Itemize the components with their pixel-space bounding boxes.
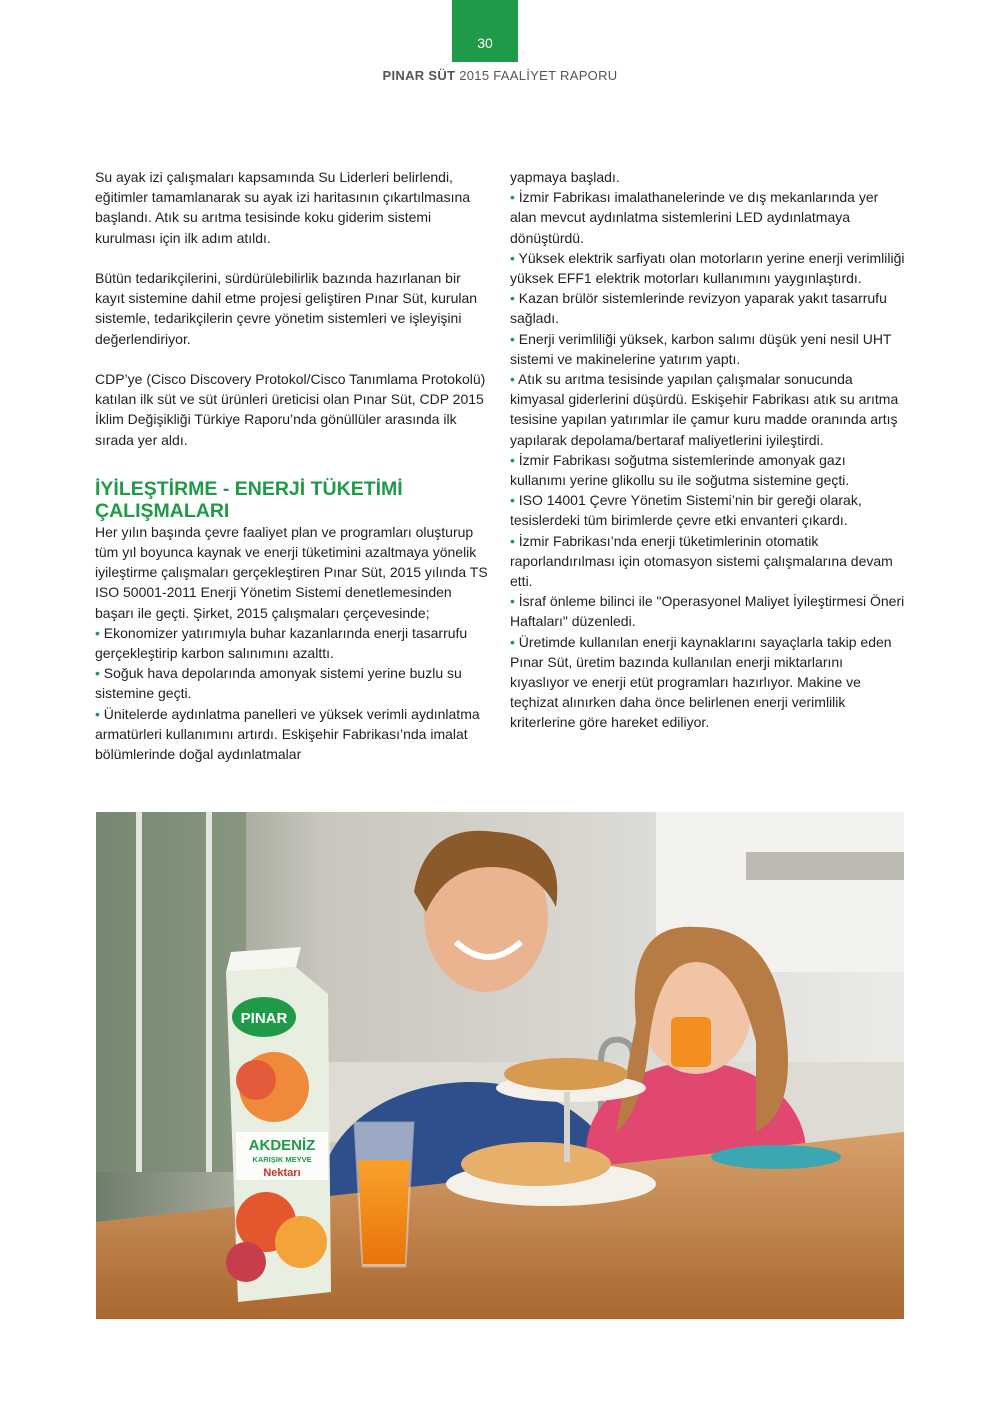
girl-juice-glass bbox=[671, 1017, 711, 1067]
bullet-item: • Üretimde kullanılan enerji kaynaklarını sayaçlarla takip eden Pınar Süt, üretim bazında kullanılan enerji miktarlarını kıyaslıyor ve enerji etüt programları hazırlıyor. Makine ve teçhizat alınırken daha önce belirlenen enerji verimlilik kriterlerine göre hareket ediliyor. bbox=[510, 633, 892, 731]
bullet-item: • İsraf önleme bilinci ile "Operasyonel Maliyet İyileştirmesi Öneri Haftaları" düzenledi. bbox=[510, 593, 905, 630]
kitchen-photo bbox=[96, 812, 904, 1319]
page-number-tab bbox=[452, 0, 518, 62]
bullet-item: • Atık su arıtma tesisinde yapılan çalışmalar sonucunda kimyasal giderlerini düşürdü. Eskişehir Fabrikası atık su arıtma tesisine yapılan yatırımlar ile çamur kuru madde oranında artış yapılarak depolama/bertaraf maliyetlerini iyileştirdi. bbox=[510, 371, 899, 448]
bullet-symbol: • bbox=[510, 532, 515, 549]
paragraph-cdp: CDP’ye (Cisco Discovery Protokol/Cisco Tanımlama Protokolü) katılan ilk süt ve süt ürünleri üreticisi olan Pınar Süt, CDP 2015 İklim Değişikliği Türkiye Raporu’nda gönüllüler arasında ilk sırada yer aldı. bbox=[95, 371, 486, 448]
bullet-symbol: • bbox=[510, 189, 515, 206]
bullet-item: • İzmir Fabrikası’nda enerji tüketimlerinin otomatik raporlandırılması için otomasyon sistemi çalışmalarına devam etti. bbox=[510, 532, 893, 590]
window-frame bbox=[206, 812, 212, 1172]
carton-type: Nektarı bbox=[263, 1167, 301, 1179]
left-column bbox=[95, 167, 490, 764]
right-column bbox=[510, 167, 905, 733]
bullet-symbol: • bbox=[95, 705, 100, 722]
bullet-item: • İzmir Fabrikası soğutma sistemlerinde amonyak gazı kullanımı yerine glikollu su ile soğutma sistemine geçti. bbox=[510, 451, 850, 489]
continuation-text: yapmaya başladı. bbox=[510, 169, 620, 185]
header-brand: PINAR SÜT bbox=[382, 68, 456, 83]
bullet-symbol: • bbox=[510, 330, 515, 347]
bullet-symbol: • bbox=[510, 249, 515, 266]
bullet-symbol: • bbox=[510, 633, 515, 650]
photo-illustration bbox=[96, 812, 904, 1319]
window-greenery bbox=[96, 812, 246, 1172]
page-number: 30 bbox=[477, 35, 493, 51]
bullet-item: • Ünitelerde aydınlatma panelleri ve yüksek verimli aydınlatma armatürleri kullanımını artırdı. Eskişehir Fabrikası’nda imalat bölümlerinde doğal aydınlatmalar bbox=[95, 705, 480, 763]
section-intro: Her yılın başında çevre faaliyet plan ve programları oluşturup tüm yıl boyunca kaynak ve enerji tüketimini azaltmaya yönelik iyileştirme çalışmaları gerçekleştiren Pınar Süt, 2015 yılında TS ISO 50001-2011 Enerji Yönetim Sistemi denetlemesinden başarı ile geçti. Şirket, 2015 çalışmaları çerçevesinde; bbox=[95, 523, 488, 621]
side-plate bbox=[711, 1145, 841, 1169]
bullet-symbol: • bbox=[95, 624, 100, 641]
paragraph-suppliers: Bütün tedarikçilerini, sürdürülebilirlik bazında hazırlanan bir kayıt sistemine dahil etme projesi geliştiren Pınar Süt, kurulan sistemle, tedarikçilerin çevre yönetim sistemleri ve işleyişini değerlendiriyor. bbox=[95, 270, 478, 347]
carton-subtitle: KARIŞIK MEYVE bbox=[252, 1155, 312, 1164]
window-frame bbox=[136, 812, 142, 1172]
header-report-title: 2015 FAALİYET RAPORU bbox=[459, 68, 618, 83]
carton-peach-illustration bbox=[236, 1060, 276, 1100]
pastries bbox=[461, 1142, 611, 1186]
running-header bbox=[0, 68, 1000, 83]
bullet-item: • Soğuk hava depolarında amonyak sistemi yerine buzlu su sistemine geçti. bbox=[95, 665, 462, 702]
bullet-symbol: • bbox=[510, 371, 515, 388]
carton-fruit-illustration bbox=[275, 1216, 327, 1268]
bullet-symbol: • bbox=[510, 492, 515, 509]
bullet-item: • ISO 14001 Çevre Yönetim Sistemi’nin bir gereği olarak, tesislerdeki tüm birimlerde çevre etki envanteri çıkardı. bbox=[510, 492, 862, 529]
bullet-symbol: • bbox=[510, 290, 515, 307]
bullet-item: • Enerji verimliliği yüksek, karbon salımı düşük yeni nesil UHT sistemi ve makinelerine yatırım yaptı. bbox=[510, 330, 892, 367]
carton-brand: PINAR bbox=[240, 1010, 288, 1027]
carton-product: AKDENİZ bbox=[248, 1137, 316, 1154]
bullet-item: • Yüksek elektrik sarfiyatı olan motorların yerine enerji verimliliği yüksek EFF1 elektrik motorları kullanımını yaygınlaştırdı. bbox=[510, 249, 905, 287]
bullet-symbol: • bbox=[95, 665, 100, 682]
bullet-symbol: • bbox=[510, 451, 515, 468]
paragraph-water-footprint: Su ayak izi çalışmaları kapsamında Su Liderleri belirlendi, eğitimler tamamlanarak su ayak izi haritasının çıkartılmasına başlandı. Atık su arıtma tesisinde koku giderim sistemi kurulması için ilk adım atıldı. bbox=[95, 169, 471, 246]
bullet-item: • Ekonomizer yatırımıyla buhar kazanlarında enerji tasarrufu gerçekleştirip karbon salınımını azalttı. bbox=[95, 624, 468, 662]
bullet-item: • İzmir Fabrikası imalathanelerinde ve dış mekanlarında yer alan mevcut aydınlatma sistemlerini LED aydınlatmaya dönüştürdü. bbox=[510, 189, 879, 246]
carton-fruit-illustration bbox=[226, 1242, 266, 1282]
section-title: İYİLEŞTİRME - ENERJİ TÜKETİMİ ÇALIŞMALARI bbox=[95, 477, 403, 522]
bullet-symbol: • bbox=[510, 593, 515, 610]
cake-stand-pole bbox=[564, 1092, 570, 1162]
range-hood bbox=[746, 852, 904, 880]
bullet-item: • Kazan brülör sistemlerinde revizyon yaparak yakıt tasarrufu sağladı. bbox=[510, 290, 887, 327]
pastry-rolls bbox=[504, 1058, 628, 1090]
juice bbox=[358, 1160, 410, 1264]
